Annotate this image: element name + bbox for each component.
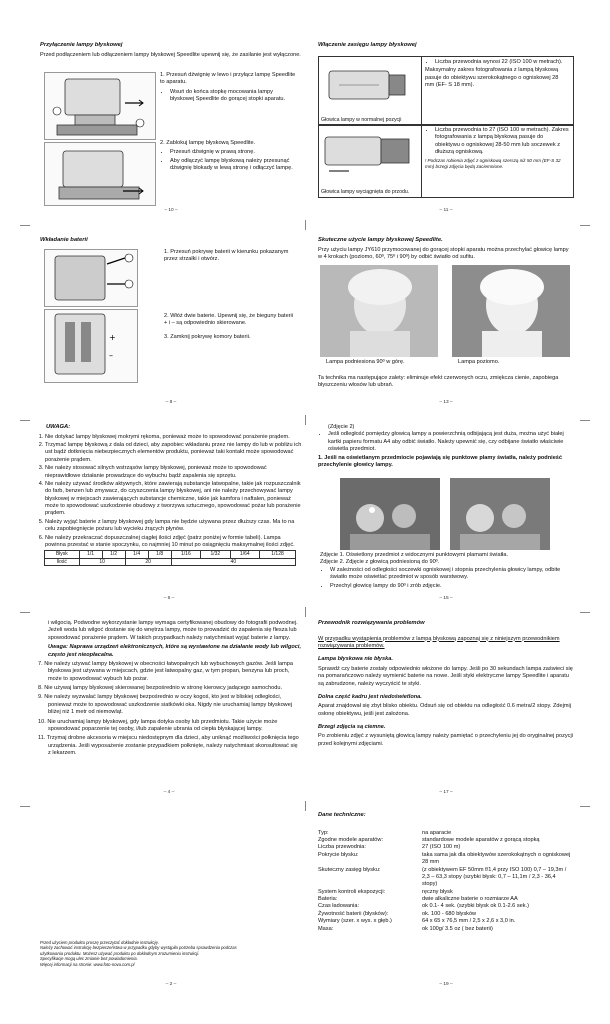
page-number: – 15 – xyxy=(439,596,453,601)
spec-value: ok 100g/ 3.5 oz ( bez baterii) xyxy=(422,925,493,932)
spec-label: Pokrycie błysku: xyxy=(318,851,359,858)
range-wide: Maksymalny zakres fotografowania z lampą błyskową pasuje do obiektywu szerokokątnego o ogniskowej 28 mm (EF- S 18 mm). xyxy=(425,67,559,89)
table-cell: 1/4 xyxy=(125,551,148,559)
spec-label: Skuteczny zasięg błysku: xyxy=(318,866,381,873)
guide-number-22: • Liczba przewodnia wynosi 22 (ISO 100 w metrach). xyxy=(435,59,569,66)
table-cell: 1/128 xyxy=(260,551,296,559)
caption-extended: Głowica lampy wyciągnięta do przodu. xyxy=(321,189,410,196)
battery-insert-illustration xyxy=(44,309,138,383)
white-card-tip: • Jeśli odległość pomiędzy głowicą lampy a powierzchnią odbijającą jest duża, można użyć białej kartki papieru formatu A4 aby odbić światło. Należy upewnić się, czy odbijane światło właściwie oświetla przedmiot. xyxy=(328,431,574,453)
crop-mark xyxy=(580,225,590,226)
page-number: – 19 – xyxy=(439,982,453,987)
photo-2-bounce xyxy=(450,478,550,550)
step-2: 2. Włóż dwie baterie. Upewnij się, że bieguny baterii + i – są odpowiednio skierowane. xyxy=(164,313,294,327)
footer-line: Specyfikacje mogą ulec zmianie bez powiadomienia. xyxy=(40,956,138,962)
problem-text: Sprawdź czy baterie zostały odpowiednio włożone do lampy. Jeśli po 30 sekundach lampa zaświeci się na pomarańczowo należy wymienić baterie na nowe. Jeśli styki elektryczne lampy Speedlite i aparatu są zabrudzone, należy wyczyścić te styki. xyxy=(318,665,573,687)
table-cell: 1/2 xyxy=(102,551,125,559)
tilt-90-note: • Przechyl głowicę lampy do 90º i zrób zdjęcie. xyxy=(330,583,572,590)
layered-light-note: • W zależności od odległości soczewki ogniskowej i stopnia przechylenia głowicy lampy, odbite światło może oświetlać przedmiot w sposób warstwowy. xyxy=(330,567,572,582)
step-1: 1. Przesuń pokrywę baterii w kierunku pokazanym przez strzałki i otwórz. xyxy=(164,249,289,263)
table-cell: 1/1 xyxy=(79,551,102,559)
caption-photo-2: Zdjęcie 2. Zdjęcie z głowicą podniesioną do 90º. xyxy=(320,559,440,566)
spec-value: ok 0.1- 4 sek. (szybki błysk ok 0.1-2.6 sek.) xyxy=(422,903,529,910)
page-title: Przyłączenie lampy błyskowej xyxy=(40,42,123,48)
lock-lever-illustration xyxy=(44,142,156,206)
hotshoe-attach-illustration xyxy=(44,72,156,140)
battery-cover-illustration xyxy=(44,249,138,307)
page-number: – 11 – xyxy=(439,208,453,213)
flash-head-extended-icon xyxy=(319,125,421,177)
photo-2-label: (Zdjęcie 2) xyxy=(328,424,355,430)
spec-value: na aparacie xyxy=(422,829,452,836)
caption-flash-horizontal: Lampa poziomo. xyxy=(458,359,500,365)
spec-value: ok. 100 - 680 błysków xyxy=(422,910,477,917)
spec-label: Typ: xyxy=(318,829,329,836)
page-2 xyxy=(40,812,302,992)
spec-value: (z obiektywem EF 50mm f/1,4 przy ISO 100) 0,7 – 19,3m / 2,3 – 63,3 stopy (szybki błysk: 0,7 – 11,1m / 2,3 - 36,4 stopy) xyxy=(422,866,567,888)
warning-item: 4. Nie należy używać środków aktywnych, które zawierają substancje łatwopalne, takie jak rozpuszczalnik do farb, benzen lub zmywacz, do czyszczenia lampy błyskowej, ani nie należy przechowywać lampy błyskowej w miejscach zawierających substancje chemiczne, takie jak kamfora i naftalen, ponieważ może to spowodować uszkodzenie obudowy z tworzywa sztucznego, spowodować pożar lub porażenie prądem. xyxy=(45,481,302,518)
spec-value: ręczny błysk xyxy=(422,888,453,895)
page-number: – 8 – xyxy=(165,400,177,405)
table-cell: Ilość xyxy=(45,558,80,566)
crop-mark xyxy=(20,612,30,613)
caption-flash-up: Lampa podniesiona 90º w górę. xyxy=(326,359,405,365)
warning-item: 9. Nie należy wyzwalać lampy błyskowej bezpośrednio w oczy kogoś, kto jest w bliskiej odległości, ponieważ może to spowodować uszkodzenie siatkówki oka. Nigdy nie uruchamiaj lampy błyskowej bliżej niż 1 metr od niemowląt. xyxy=(38,694,293,716)
crop-mark xyxy=(580,806,590,807)
photo-1-spots xyxy=(340,478,440,550)
step-2-sub-2: • Aby odłączyć lampę błyskową należy przesunąć dźwignię blokady w lewą stronę i odłączyć lampę. xyxy=(170,158,298,173)
warning-item: 8. Nie używaj lampy błyskowej skierowanej bezpośrednio w stronę kierowcy jadącego samochodu. xyxy=(38,685,283,691)
page-19 xyxy=(318,812,574,992)
page-title: Włączenie zasięgu lampy błyskowej xyxy=(318,42,417,48)
svg-text:+: + xyxy=(109,333,116,342)
table-cell: 10 xyxy=(79,558,125,566)
spec-value: 64 x 65 x 76,5 mm / 2,5 x 2,6 x 3,0 in. xyxy=(422,918,516,925)
extended-position-row xyxy=(318,124,574,198)
page-number: – 6 – xyxy=(163,596,175,601)
page-number: – 4 – xyxy=(163,790,175,795)
page-title: Wkładanie baterii xyxy=(40,237,88,243)
caption-photo-1: Zdjęcie 1. Oświetlony przedmiot z widocznymi punktowymi plamami światła. xyxy=(320,552,509,558)
crop-mark xyxy=(20,225,30,226)
crop-mark xyxy=(305,607,306,617)
footer-line: Przed użyciem produktu proszę przeczytać dokładnie instrukcję. xyxy=(40,940,159,945)
crop-mark xyxy=(20,420,30,421)
step-1-sub: • Wsuń do końca stopkę mocowania lampy błyskowej Speedlite do gorącej stopki aparatu. xyxy=(170,89,298,104)
warning-item: 1. Nie dotykać lampy błyskowej mokrymi rękoma, ponieważ może to spowodować porażenie prądem. xyxy=(45,434,302,441)
problem-heading: Dolna część kadru jest niedoświetlona. xyxy=(318,693,422,700)
guide-number-27: • Liczba przewodnia to 27 (ISO 100 w metrach). Zakres fotografowania z lampą błyskową pasuje do obiektywu o ogniskowej 28-50 mm lub soczewek z dłuższą ogniskową. xyxy=(435,127,569,157)
page-title: Przewodnik rozwiązywania problemów xyxy=(318,620,425,626)
crop-mark xyxy=(20,806,30,807)
step-1: 1. Przesuń dźwignię w lewo i przyłącz lampę Speedlite to aparatu. xyxy=(160,72,296,86)
warning-item: 10. Nie uruchamiaj lampy błyskowej, gdy lampa dotyka osoby lub przedmiotu. Takie użycie może spowodować poparzenie tej osoby, i/lub zapalenie ubrania od ciepła błyskającej lampy. xyxy=(38,718,278,732)
spec-label: Zgodne modele aparatów: xyxy=(318,837,383,844)
spotlight-tip: 1. Jeśli na oświetlanym przedmiocie pojawiają się punktowe plamy światła, należy podnieść przechylenie głowicy lampy. xyxy=(318,454,563,468)
normal-position-row xyxy=(318,56,574,126)
spec-value: 27 (ISO 100 m) xyxy=(422,844,461,851)
warning-heading: UWAGA: xyxy=(46,424,71,430)
page-13 xyxy=(318,237,574,412)
page-4 xyxy=(36,620,302,798)
spec-value: taka sama jak dla obiektywów szerokokątnych o ogniskowej 28 mm xyxy=(422,851,571,866)
vignetting-note: ! Podczas robienia zdjęć z ogniskową szerszą niż 50 mm (EF-S 32 mm) brzegi zdjęcia będą zaciemnione. xyxy=(425,157,561,169)
page-11 xyxy=(318,42,574,217)
warning-item: 3. Nie należy stosować silnych wstrząsów lampy błyskowej, ponieważ może to spowodować nieprawidłowe działanie prowadzące do wybuchu bądź zapalenia się sprzętu. xyxy=(45,465,302,480)
table-cell: 1/16 xyxy=(171,551,200,559)
page-17 xyxy=(318,620,574,798)
spec-label: Żywotność baterii (błysków): xyxy=(318,910,389,917)
table-cell: 1/32 xyxy=(201,551,230,559)
advantages-text: Ta technika ma następujące zalety: eliminuje efekt czerwonych oczu, zmiękcza cienie, zapobiega błyszczeniu włosów lub ubrań. xyxy=(318,375,559,389)
step-3: 3. Zamknij pokrywę komory baterii. xyxy=(164,333,251,340)
step-2-sub-1: • Przesuń dźwignię w prawą stronę. xyxy=(170,149,298,156)
crop-mark xyxy=(305,801,306,811)
page-6 xyxy=(36,424,302,604)
page-number: – 13 – xyxy=(439,400,453,405)
footer-line: Należy zachować instrukcję bezpieczeństwa w przypadku gdyby wystąpiła potrzeba sprawdzenia podczas użytkowania produktu. Możesz używać produktu po dokładnym zrozumieniu instrukcji. xyxy=(40,945,237,956)
table-cell: 40 xyxy=(171,558,295,566)
spec-label: System kontroli ekspozycji: xyxy=(318,888,386,895)
intro-text: Przed podłączeniem lub odłączeniem lampy błyskowej Speedlite upewnij się, że zasilanie jest wyłączone. xyxy=(40,51,301,58)
table-cell: 20 xyxy=(125,558,171,566)
warning-item: 2. Trzymać lampę błyskową z dala od dzieci, aby zapobiec wkładaniu przez nie lampy do lub w pobliżu ich ust bądź dotknięcia niebezpiecznych elementów produktu, ponieważ taki kontakt może spowodować porażenie prądem. xyxy=(45,442,302,464)
problem-text: Po zrobieniu zdjęć z wysuniętą głowicą lampy należy pamiętać o przechyleniu jej do oryginalnej pozycji przed kolejnymi zdjęciami. xyxy=(318,733,573,747)
photo-flash-horizontal xyxy=(452,265,570,357)
page-number: – 10 – xyxy=(164,208,178,213)
table-cell: 1/64 xyxy=(230,551,259,559)
spec-value: dwie alkaliczne baterie o rozmiarze AA xyxy=(422,896,518,903)
intro-text: Przy użyciu lampy JY610 przymocowanej do gorącej stopki aparatu można przechylać głowicę lampy w 4 krokach (poziomo, 60º, 75º i 90º) by odbić światło od sufitu. xyxy=(318,246,569,261)
problem-heading: Brzegi zdjęcia są ciemne. xyxy=(318,724,386,731)
flash-count-table xyxy=(44,550,296,566)
photo-flash-up xyxy=(320,265,438,357)
page-title: Skuteczne użycie lampy błyskowej Speedlite. xyxy=(318,237,443,243)
water-note: Uwaga: Naprawa urządzeń elektronicznych, które są wystawione na działanie wody lub wilgoci, często jest nieopłacalna. xyxy=(48,644,302,658)
crop-mark xyxy=(305,415,306,425)
svg-text:–: – xyxy=(109,351,113,360)
spec-label: Wymiary (szer. x wys. x głęb.) xyxy=(318,918,392,925)
spec-label: Liczba przewodnia: xyxy=(318,844,366,851)
page-number: – 17 – xyxy=(439,790,453,795)
step-2: 2. Zablokuj lampę błyskową Speedlite. xyxy=(160,140,256,146)
warning-item: 5. Należy wyjąć baterie z lampy błyskowej gdy lampa nie będzie używana przez dłuższy czas. Ma to na celu zapobiegnięcie pożaru lub wycieku żrących płynów. xyxy=(45,519,302,534)
table-cell: 1/8 xyxy=(148,551,171,559)
water-warning-continued: i wilgocią. Podwodne wykorzystanie lampy wymaga certyfikowanej obudowy do fotografii podwodnej. Jeżeli woda lub wilgoć dostanie się do wnętrza lampy, może to prowadzić do zapalenia się flesza lub spowodować porażenie prądem. W takich przypadkach należy natychmiast wyjąć baterie z lampy. xyxy=(48,620,298,641)
footer-line: Więcej informacji na stronie: www.foto-nova.com.pl xyxy=(40,961,135,967)
table-cell: Błysk xyxy=(45,551,80,559)
page-title: Dane techniczne: xyxy=(318,812,366,818)
spec-table xyxy=(318,830,572,933)
page-number: – 2 – xyxy=(165,982,177,987)
page-10 xyxy=(40,42,302,217)
page-15 xyxy=(318,424,574,604)
warning-item: 6. Nie należy przekraczać dopuszczalnej ciągłej ilości zdjęć (patrz poniżej w formie tabeli). Lampa powinna przestać w stanie spoczynku, co najmniej 10 minut po osiągnięciu maksymalnej ilości zdjęć. xyxy=(45,535,302,550)
crop-mark xyxy=(580,612,590,613)
problem-text: Aparat znajdował się zbyt blisko obiektu. Odsuń się od obiektu na odległość 0.6 metra/2 stopy. Zdejmij osłonę obiektywu, jeśli jest założona. xyxy=(318,703,571,717)
spec-label: Bateria: xyxy=(318,896,338,903)
spec-label: Czas ładowania: xyxy=(318,903,360,910)
spec-label: Masa: xyxy=(318,925,334,932)
crop-mark xyxy=(580,420,590,421)
warning-item: 7. Nie należy używać lampy błyskowej w obecności łatwopalnych lub wybuchowych gazów. Jeśli lampa błyskowa jest używana w miejscach, gdzie jest łatwopalny gaz, w tym propan, benzyna lub proch, może to spowodować wybuch lub pożar. xyxy=(38,660,293,682)
flash-head-normal-icon xyxy=(319,57,421,113)
problem-heading: Lampa błyskowa nie błyska. xyxy=(318,656,393,663)
intro-text: W przypadku wystąpienia problemów z lampą błyskową zapoznaj się z niniejszym przewodnikiem rozwiązywania problemów. xyxy=(318,635,560,650)
crop-mark xyxy=(305,220,306,230)
spec-value: standardowe modele aparatów z gorącą stopką xyxy=(422,837,540,844)
page-8 xyxy=(40,237,302,412)
warning-item: 11. Trzymaj drobne akcesoria w miejscu niedostępnym dla dzieci, aby uniknąć możliwości połknięcia tego urządzenia. Jeśli wyposażenie zostanie przypadkiem połknięte, należy natychmiast skonsultować się z lekarzem. xyxy=(38,735,299,756)
caption-normal: Głowica lampy w normalnej pozycji xyxy=(321,117,402,124)
